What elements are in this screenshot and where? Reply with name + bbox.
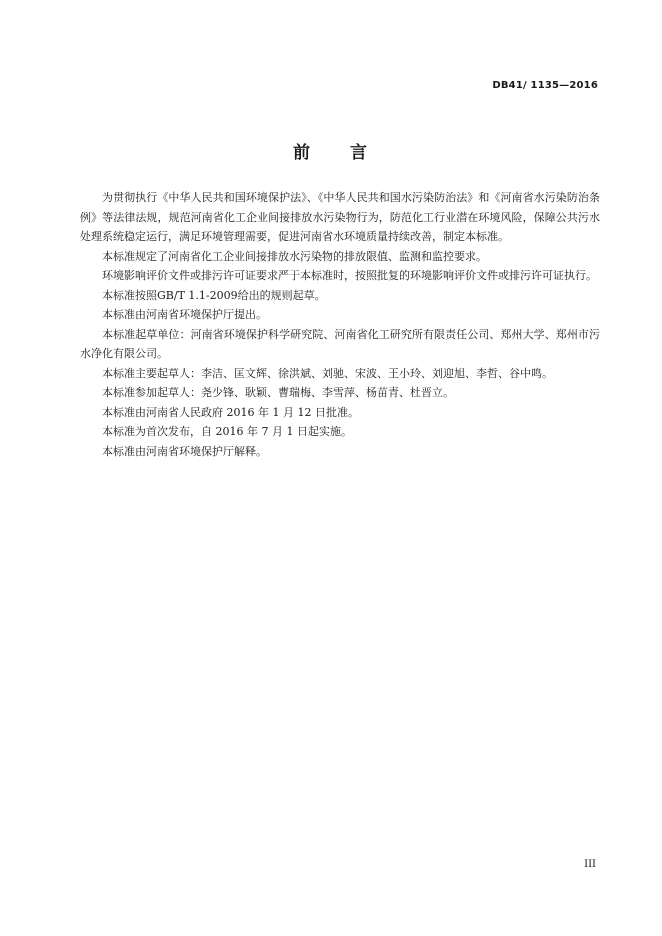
document-code: DB41/ 1135—2016 bbox=[492, 80, 598, 91]
paragraph-main-drafters: 本标准主要起草人：李洁、匡文辉、徐洪斌、刘驰、宋波、王小玲、刘迎旭、李哲、谷中鸣。 bbox=[102, 366, 553, 380]
paragraph-scope: 本标准规定了河南省化工企业间接排放水污染物的排放限值、监测和监控要求。 bbox=[102, 249, 487, 263]
paragraph-implementation: 本标准为首次发布，自 2016 年 7 月 1 日起实施。 bbox=[102, 425, 352, 438]
paragraph-stricter-requirements: 环境影响评价文件或排污许可证要求严于本标准时，按照批复的环境影响评价文件或排污许可证执行。 bbox=[102, 269, 597, 282]
page-number: III bbox=[584, 859, 596, 870]
paragraph-interpretation: 本标准由河南省环境保护厅解释。 bbox=[102, 444, 267, 458]
paragraph-purpose: 为贯彻执行《中华人民共和国环境保护法》、《中华人民共和国水污染防治法》和《河南省水污染防治条例》等法律法规，规范河南省化工企业间接排放水污染物行为，防范化工行业潜在环境风险，保障公共污水处理系统稳定运行，满足环境管理需要，促进河南省水环境质量持续改善，制定本标准。 bbox=[80, 191, 600, 243]
paragraph-drafting-rules: 本标准按照GB/T 1.1-2009给出的规则起草。 bbox=[102, 288, 326, 302]
page-title: 前 言 bbox=[293, 143, 369, 163]
paragraph-participating-drafters: 本标准参加起草人：尧少锋、耿颖、曹瑞梅、李雪萍、杨苗青、杜晋立。 bbox=[102, 386, 454, 399]
paragraph-drafting-units: 本标准起草单位：河南省环境保护科学研究院、河南省化工研究所有限责任公司、郑州大学、郑州市污水净化有限公司。 bbox=[80, 327, 600, 360]
foreword-body bbox=[80, 188, 600, 461]
paragraph-proposer: 本标准由河南省环境保护厅提出。 bbox=[102, 308, 267, 321]
paragraph-approval: 本标准由河南省人民政府 2016 年 1 月 12 日批准。 bbox=[102, 405, 359, 419]
